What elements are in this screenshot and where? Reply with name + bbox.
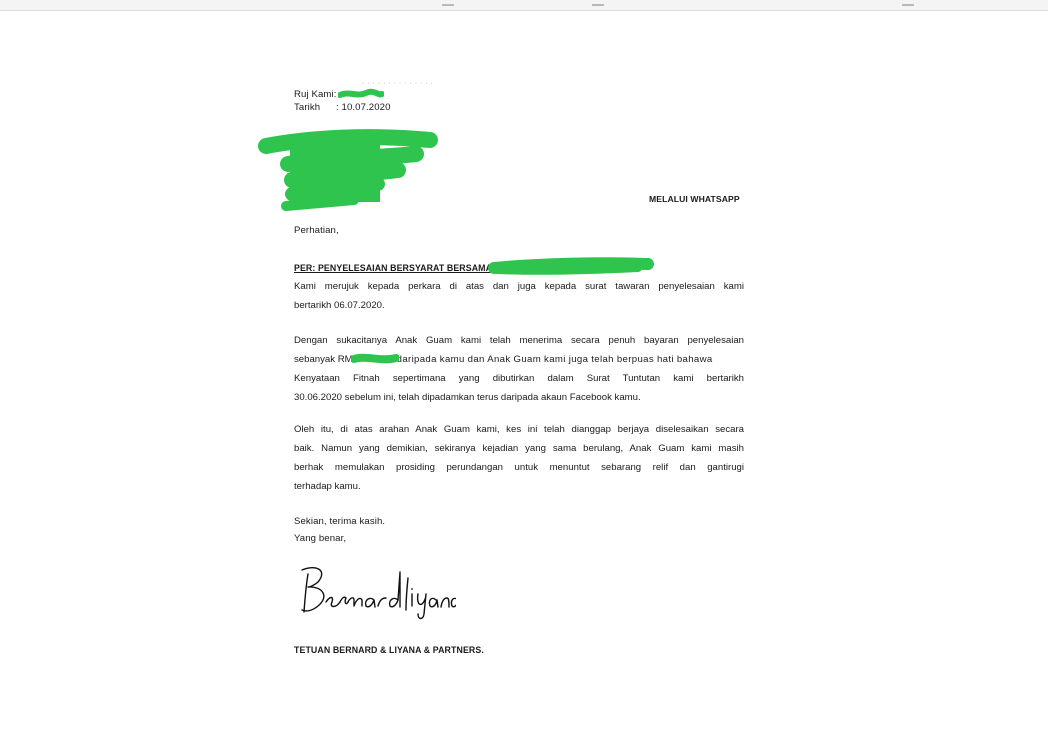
paragraph-line: Oleh itu, di atas arahan Anak Guam kami, kes ini telah dianggap berjaya diselesaikan secara [294, 424, 744, 435]
delivery-method: MELALUI WHATSAPP [649, 194, 740, 204]
paragraph-2 [294, 331, 744, 407]
amount-prefix: sebanyak RM [294, 354, 353, 365]
recipient-address-redaction [258, 124, 440, 216]
paragraph-line: Kami merujuk kepada perkara di atas dan juga kepada surat tawaran penyelesaian kami [294, 281, 744, 292]
paragraph-line: bertarikh 06.07.2020. [294, 300, 385, 311]
paragraph-line: Kenyataan Fitnah sepertimana yang dibutirkan dalam Surat Tuntutan kami bertarikh [294, 373, 744, 384]
closing-regards: Yang benar, [294, 533, 347, 544]
paragraph-line: 30.06.2020 sebelum ini, telah dipadamkan terus daripada akaun Facebook kamu. [294, 392, 641, 403]
paragraph-1 [294, 277, 744, 315]
reference-label: Ruj Kami: [294, 89, 337, 100]
paragraph-3 [294, 420, 744, 496]
subject-name-redaction [488, 252, 654, 278]
handwritten-signature [296, 560, 456, 620]
paragraph-line: baik. Namun yang demikian, sekiranya kejadian yang sama berulang, Anak Guam kami masih [294, 443, 744, 454]
date-value: : 10.07.2020 [336, 102, 391, 113]
paragraph-line: terhadap kamu. [294, 481, 361, 492]
paragraph-line: Dengan sukacitanya Anak Guam kami telah menerima secara penuh bayaran penyelesaian [294, 335, 744, 346]
amount-redaction [351, 352, 399, 366]
cropped-letterhead-remnant: · · · · · · · · · · · · · · [362, 80, 434, 87]
firm-name: TETUAN BERNARD & LIYANA & PARTNERS. [294, 645, 484, 655]
paragraph-line-amount [294, 350, 744, 369]
subject-line: PER: PENYELESAIAN BERSYARAT BERSAMA [294, 263, 493, 273]
paragraph-line: berhak memulakan prosiding perundangan untuk menuntut sebarang relif dan gantirugi [294, 462, 744, 473]
date-label: Tarikh [294, 102, 321, 113]
attention-line: Perhatian, [294, 225, 339, 236]
amount-suffix: daripada kamu dan Anak Guam kami juga telah berpuas hati bahawa [396, 354, 713, 365]
reference-redaction [338, 88, 384, 102]
closing-thanks: Sekian, terima kasih. [294, 516, 386, 527]
